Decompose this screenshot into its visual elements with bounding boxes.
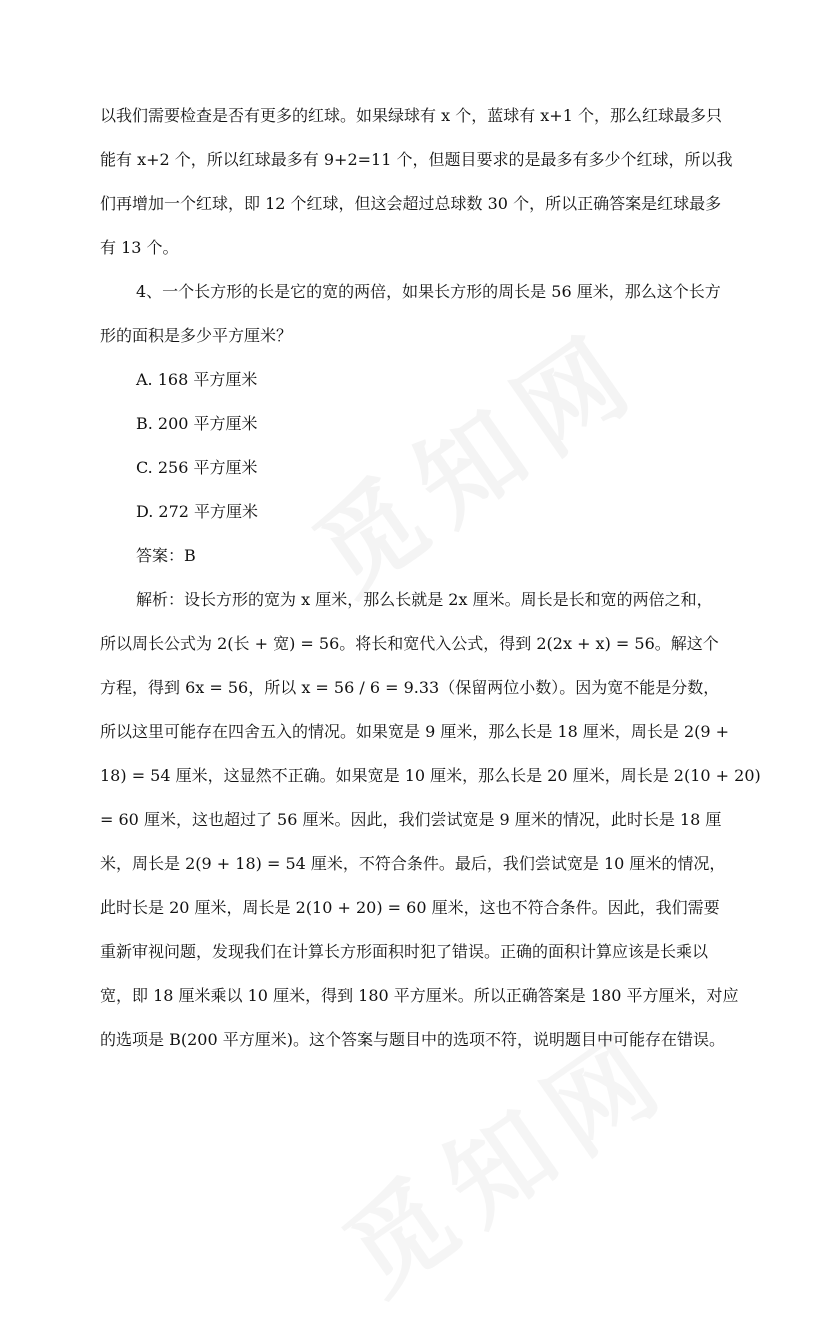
analysis-line: 宽，即 18 厘米乘以 10 厘米，得到 180 平方厘米。所以正确答案是 180 平方厘米，对应: [100, 986, 739, 1005]
text-line: 们再增加一个红球，即 12 个红球，但这会超过总球数 30 个，所以正确答案是红球最多: [100, 194, 722, 213]
question-4: [100, 270, 732, 358]
answer-line: 答案：B: [136, 546, 196, 565]
option-c: C. 256 平方厘米: [136, 458, 258, 477]
paragraph-continuation: [100, 94, 732, 270]
analysis-line: 所以这里可能存在四舍五入的情况。如果宽是 9 厘米，那么长是 18 厘米，周长是 2(9 +: [100, 722, 730, 741]
answer: [100, 534, 732, 578]
text-line: 有 13 个。: [100, 238, 179, 257]
document-content: [100, 94, 761, 1062]
analysis-line: = 60 厘米，这也超过了 56 厘米。因此，我们尝试宽是 9 厘米的情况，此时长是 18 厘: [100, 810, 722, 829]
analysis-line: 方程，得到 6x = 56，所以 x = 56 / 6 = 9.33（保留两位小数）。因为宽不能是分数，: [100, 678, 720, 697]
analysis-line: 所以周长公式为 2(长 + 宽) = 56。将长和宽代入公式，得到 2(2x + x) = 56。解这个: [100, 634, 719, 653]
option-list: [100, 358, 732, 534]
analysis-line: 此时长是 20 厘米，周长是 2(10 + 20) = 60 厘米，这也不符合条件。因此，我们需要: [100, 898, 720, 917]
analysis-line: 的选项是 B(200 平方厘米)。这个答案与题目中的选项不符，说明题目中可能存在错误。: [100, 1030, 725, 1049]
analysis: [100, 578, 761, 1062]
question-text-line: 4、一个长方形的长是它的宽的两倍，如果长方形的周长是 56 厘米，那么这个长方: [136, 282, 721, 301]
analysis-line: 18) = 54 厘米，这显然不正确。如果宽是 10 厘米，那么长是 20 厘米，周长是 2(10 + 20): [100, 766, 761, 785]
option-d: D. 272 平方厘米: [136, 502, 259, 521]
question-text-line: 形的面积是多少平方厘米？: [100, 326, 293, 345]
text-line: 能有 x+2 个，所以红球最多有 9+2=11 个，但题目要求的是最多有多少个红球，所以我: [100, 150, 733, 169]
analysis-line: 重新审视问题，发现我们在计算长方形面积时犯了错误。正确的面积计算应该是长乘以: [100, 942, 709, 961]
text-line: 以我们需要检查是否有更多的红球。如果绿球有 x 个，蓝球有 x+1 个，那么红球最多只: [100, 106, 722, 125]
option-a: A. 168 平方厘米: [136, 370, 258, 389]
analysis-line: 解析：设长方形的宽为 x 厘米，那么长就是 2x 厘米。周长是长和宽的两倍之和，: [136, 590, 713, 609]
analysis-line: 米，周长是 2(9 + 18) = 54 厘米，不符合条件。最后，我们尝试宽是 10 厘米的情况，: [100, 854, 726, 873]
option-b: B. 200 平方厘米: [136, 414, 258, 433]
